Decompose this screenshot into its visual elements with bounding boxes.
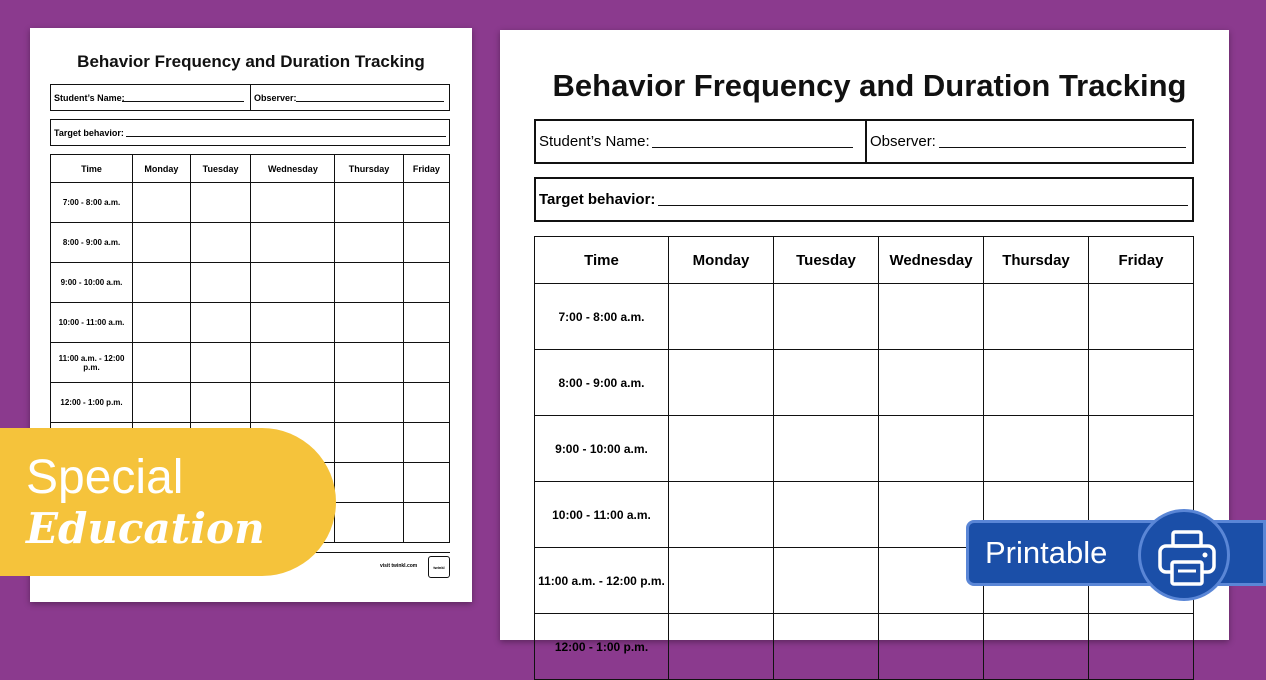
small-tally-cell — [133, 263, 191, 303]
large-tally-cell — [774, 548, 879, 614]
small-column-header: Monday — [133, 155, 191, 183]
large-tally-cell — [774, 482, 879, 548]
special-badge-line1: Special — [26, 451, 184, 504]
large-tally-cell — [984, 416, 1089, 482]
large-tally-cell — [1089, 416, 1194, 482]
large-tally-cell — [774, 350, 879, 416]
small-tally-cell — [190, 343, 251, 383]
printer-icon — [1138, 509, 1230, 601]
small-student-name-line — [122, 101, 244, 102]
large-time-slot-cell: 8:00 - 9:00 a.m. — [535, 350, 669, 416]
large-tally-cell — [774, 614, 879, 680]
small-tally-cell — [251, 183, 335, 223]
small-table-row — [51, 303, 450, 343]
large-tally-cell — [774, 284, 879, 350]
large-target-behavior-label: Target behavior: — [539, 191, 656, 208]
small-table-row — [51, 383, 450, 423]
small-tally-cell — [335, 383, 403, 423]
small-tally-cell — [251, 343, 335, 383]
large-tally-cell — [984, 614, 1089, 680]
small-tally-cell — [403, 303, 449, 343]
small-tally-cell — [133, 303, 191, 343]
small-tally-cell — [251, 303, 335, 343]
small-table-row — [51, 223, 450, 263]
large-tally-cell — [774, 416, 879, 482]
large-tally-cell — [984, 350, 1089, 416]
small-table-row — [51, 263, 450, 303]
large-tally-cell — [879, 284, 984, 350]
small-tally-cell — [251, 263, 335, 303]
small-tally-cell — [133, 383, 191, 423]
small-footer-url: visit twinkl.com — [380, 563, 418, 569]
large-tally-cell — [669, 614, 774, 680]
small-tally-cell — [403, 183, 449, 223]
large-column-header: Monday — [669, 237, 774, 284]
small-tally-cell — [190, 383, 251, 423]
small-time-slot-cell: 7:00 - 8:00 a.m. — [51, 183, 133, 223]
large-worksheet-title: Behavior Frequency and Duration Tracking — [552, 68, 1187, 103]
large-tally-cell — [669, 548, 774, 614]
small-time-slot-cell: 12:00 - 1:00 p.m. — [51, 383, 133, 423]
small-column-header: Time — [51, 155, 133, 183]
small-tally-cell — [403, 423, 449, 463]
small-target-behavior-line — [126, 136, 446, 137]
small-student-name-label: Student’s Name: — [54, 93, 125, 103]
small-tally-cell — [403, 463, 449, 503]
small-tally-cell — [403, 343, 449, 383]
small-column-header: Wednesday — [251, 155, 335, 183]
large-column-header: Time — [535, 237, 669, 284]
large-tally-cell — [669, 350, 774, 416]
small-tally-cell — [251, 223, 335, 263]
large-table-row — [535, 350, 1194, 416]
large-tally-cell — [1089, 350, 1194, 416]
large-time-slot-cell: 11:00 a.m. - 12:00 p.m. — [535, 548, 669, 614]
special-badge-line2: Education — [26, 504, 265, 553]
small-time-slot-cell: 11:00 a.m. - 12:00 p.m. — [51, 343, 133, 383]
large-column-header: Tuesday — [774, 237, 879, 284]
small-time-slot-cell: 8:00 - 9:00 a.m. — [51, 223, 133, 263]
small-tally-cell — [335, 343, 403, 383]
small-worksheet-title: Behavior Frequency and Duration Tracking — [77, 52, 425, 71]
special-education-badge — [0, 428, 336, 576]
small-time-slot-cell: 9:00 - 10:00 a.m. — [51, 263, 133, 303]
small-footer-logo: twinkl — [428, 556, 450, 578]
small-time-slot-cell: 10:00 - 11:00 a.m. — [51, 303, 133, 343]
small-table-row — [51, 343, 450, 383]
small-tally-cell — [403, 263, 449, 303]
large-time-slot-cell: 7:00 - 8:00 a.m. — [535, 284, 669, 350]
small-tally-cell — [335, 183, 403, 223]
small-tally-cell — [190, 183, 251, 223]
small-tally-cell — [335, 263, 403, 303]
large-student-name-line — [652, 147, 853, 148]
large-column-header: Thursday — [984, 237, 1089, 284]
large-tally-cell — [669, 284, 774, 350]
large-time-slot-cell: 10:00 - 11:00 a.m. — [535, 482, 669, 548]
small-column-header: Tuesday — [190, 155, 251, 183]
large-table-row — [535, 416, 1194, 482]
large-time-slot-cell: 12:00 - 1:00 p.m. — [535, 614, 669, 680]
large-table-row — [535, 284, 1194, 350]
large-tally-cell — [669, 416, 774, 482]
large-tally-cell — [879, 614, 984, 680]
large-tally-cell — [669, 482, 774, 548]
small-tally-cell — [403, 223, 449, 263]
small-column-header: Friday — [403, 155, 449, 183]
small-tally-cell — [190, 303, 251, 343]
large-tally-cell — [879, 416, 984, 482]
small-target-behavior-label: Target behavior: — [54, 128, 124, 138]
small-tally-cell — [190, 223, 251, 263]
small-tally-cell — [335, 503, 403, 543]
small-tally-cell — [190, 263, 251, 303]
large-tally-cell — [984, 284, 1089, 350]
large-column-header: Wednesday — [879, 237, 984, 284]
small-tally-cell — [335, 223, 403, 263]
printable-label: Printable — [985, 535, 1108, 570]
large-schedule-table — [534, 236, 1194, 680]
large-column-header: Friday — [1089, 237, 1194, 284]
small-observer-label: Observer: — [254, 93, 297, 103]
printer-icon-graphic — [1155, 526, 1219, 590]
small-tally-cell — [335, 423, 403, 463]
small-tally-cell — [133, 183, 191, 223]
small-tally-cell — [133, 223, 191, 263]
large-tally-cell — [879, 350, 984, 416]
small-table-row — [51, 183, 450, 223]
large-tally-cell — [1089, 614, 1194, 680]
small-tally-cell — [251, 383, 335, 423]
small-observer-line — [296, 101, 444, 102]
large-observer-line — [939, 147, 1186, 148]
large-time-slot-cell: 9:00 - 10:00 a.m. — [535, 416, 669, 482]
small-column-header: Thursday — [335, 155, 403, 183]
small-tally-cell — [335, 303, 403, 343]
small-tally-cell — [335, 463, 403, 503]
large-target-behavior-line — [658, 205, 1188, 206]
large-table-row — [535, 614, 1194, 680]
large-observer-label: Observer: — [870, 133, 936, 150]
small-tally-cell — [403, 503, 449, 543]
small-tally-cell — [403, 383, 449, 423]
large-student-name-label: Student’s Name: — [539, 133, 650, 150]
large-tally-cell — [1089, 284, 1194, 350]
small-tally-cell — [133, 343, 191, 383]
